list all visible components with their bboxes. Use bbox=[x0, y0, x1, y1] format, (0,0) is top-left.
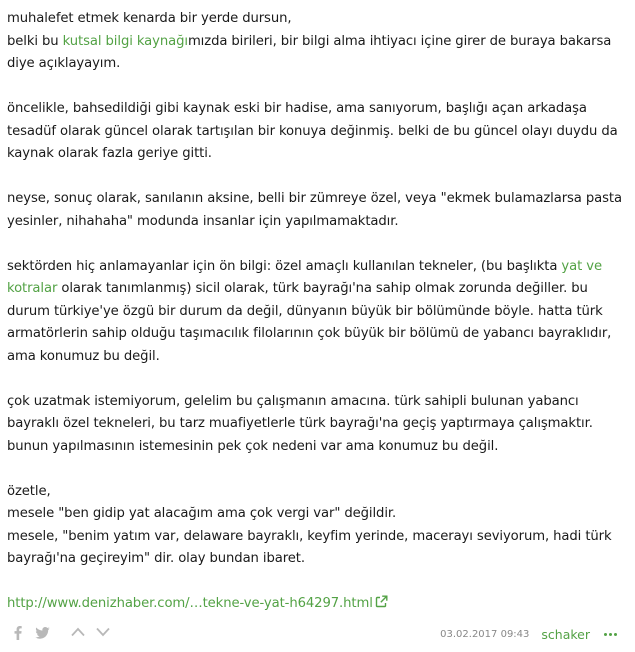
external-link-icon bbox=[375, 595, 388, 608]
facebook-icon[interactable] bbox=[14, 626, 22, 640]
paragraph-5 bbox=[7, 391, 627, 459]
text: diye açıklayayım. bbox=[7, 56, 121, 71]
chevron-up-icon[interactable] bbox=[70, 626, 86, 638]
paragraph-1 bbox=[7, 8, 627, 76]
text: muhalefet etmek kenarda bir yerde dursun, bbox=[7, 11, 292, 26]
entry-author[interactable]: schaker bbox=[541, 626, 590, 642]
twitter-icon[interactable] bbox=[35, 627, 50, 639]
link-kutsal-bilgi-kaynagi[interactable]: kutsal bilgi kaynağı bbox=[62, 33, 188, 49]
external-url-link[interactable] bbox=[7, 596, 388, 611]
chevron-down-icon[interactable] bbox=[95, 626, 111, 638]
paragraph-6 bbox=[7, 481, 627, 571]
text: çok uzatmak istemiyorum, gelelim bu çalışmanın amacına. türk sahipli bulunan yabancı bayraklı özel tekneleri, bu tarz muafiyetlerle türk bayrağı'na geçiş yaptırmaya çalışmaktır. bunun yapılmasının istemesinin pek çok nedeni var ama konumuz bu değil. bbox=[7, 393, 593, 454]
text: mesele, "benim yatım var, delaware bayraklı, keyfim yerinde, macerayı seviyorum, hadi türk bayrağı'na geçireyim" dir. olay bundan ibaret. bbox=[7, 528, 612, 566]
entry-date[interactable]: 03.02.2017 09:43 bbox=[440, 628, 530, 640]
paragraph-2 bbox=[7, 98, 627, 166]
entry-footer bbox=[0, 618, 635, 648]
text: belki bu bbox=[7, 33, 63, 49]
text: mesele "ben gidip yat alacağım ama çok vergi var" değildir. bbox=[7, 506, 397, 521]
link-yat-ve-kotralar[interactable]: yat ve kotralar bbox=[7, 258, 602, 296]
entry-content bbox=[7, 8, 627, 616]
paragraph-3 bbox=[7, 188, 627, 233]
text: neyse, sonuç olarak, sanılanın aksine, belli bir zümreye özel, veya "ekmek bulamazlarsa pasta yesinler, nihahaha" modunda insanlar için yapılmamaktadır. bbox=[7, 191, 622, 229]
text: olarak tanımlanmış) sicil olarak, türk bayrağı'na sahip olmak zorunda değiller. bu durum türkiye'ye özgü bir durum da değil, dünyanın büyük bir bölümünde böyle. hatta türk armatörlerin sahip olduğu taşımacılık filolarının çok büyük bir bölümü de yabancı bayraklıdır, ama konumuz bu değil. bbox=[7, 281, 612, 364]
paragraph-4 bbox=[7, 256, 627, 369]
paragraph-url bbox=[7, 593, 627, 616]
text: mızda birileri, bir bilgi alma ihtiyacı içine girer de buraya bakarsa bbox=[187, 33, 612, 49]
url-text: http://www.denizhaber.com/…tekne-ve-yat-h64297.html bbox=[7, 596, 373, 611]
text: sektörden hiç anlamayanlar için ön bilgi: özel amaçlı kullanılan tekneler, (bu başlıkta bbox=[7, 258, 562, 274]
more-dots-icon[interactable] bbox=[604, 633, 617, 636]
text: özetle, bbox=[7, 483, 51, 499]
entry-meta bbox=[440, 626, 617, 642]
text: öncelikle, bahsedildiği gibi kaynak eski bir hadise, ama sanıyorum, başlığı açan arkadaşa tesadüf olarak güncel olarak tartışılan bir konuya değinmiş. belki de bu güncel olayı duydu da kaynak olarak fazla geriye gitti. bbox=[7, 101, 618, 161]
